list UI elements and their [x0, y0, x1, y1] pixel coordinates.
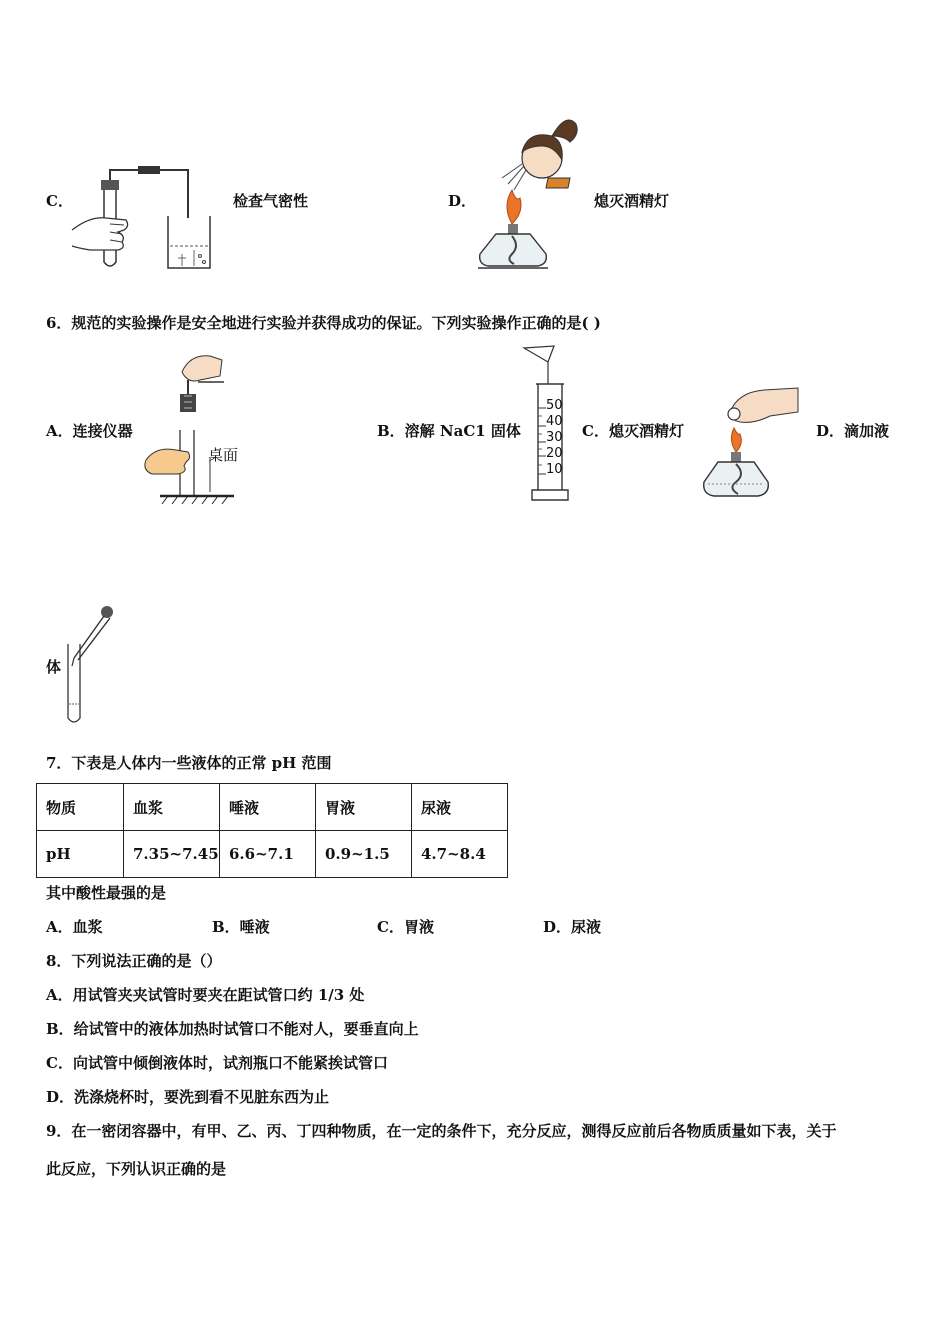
table-row: [37, 831, 508, 878]
q9-stem-line1: 9．在一密闭容器中，有甲、乙、丙、丁四种物质，在一定的条件下，充分反应，测得反应前后各物质质量如下表，关于: [46, 1122, 837, 1140]
table-cell: 7.35~7.45: [124, 831, 220, 878]
q8-option-c: C．向试管中倾倒液体时，试剂瓶口不能紧挨试管口: [46, 1054, 388, 1072]
dropper-test-tube-illustration: [60, 600, 120, 730]
cylinder-tick-50: 50: [546, 398, 563, 413]
q5-option-c-caption: 检查气密性: [233, 192, 309, 210]
q6-option-d-continued: 体: [46, 658, 62, 676]
table-cell: 0.9~1.5: [316, 831, 412, 878]
table-header-cell: 胃液: [316, 784, 412, 831]
cylinder-tick-10: 10: [546, 462, 563, 477]
q6-option-d: D．滴加液: [816, 422, 890, 440]
q6-option-b: B．溶解 NaC1 固体: [377, 422, 521, 440]
q5-option-d-letter: D．: [448, 192, 477, 210]
table-header-cell: 唾液: [220, 784, 316, 831]
table-header-cell: 尿液: [412, 784, 508, 831]
q7-option-a: A．血浆: [46, 918, 103, 936]
blowing-out-lamp-illustration: [472, 106, 592, 271]
q6-option-c: C．熄灭酒精灯: [582, 422, 684, 440]
table-header-row: [37, 784, 508, 831]
q7-stem: 7．下表是人体内一些液体的正常 pH 范围: [46, 754, 332, 772]
q8-option-a: A．用试管夹夹试管时要夹在距试管口约 1/3 处: [46, 986, 365, 1004]
q5-option-c-letter: C．: [46, 192, 73, 210]
q6-stem: 6．规范的实验操作是安全地进行实验并获得成功的保证。下列实验操作正确的是( ): [46, 314, 601, 332]
table-cell: pH: [37, 831, 124, 878]
table-cell: 6.6~7.1: [220, 831, 316, 878]
airtightness-check-illustration: [70, 158, 220, 273]
table-cell: 4.7~8.4: [412, 831, 508, 878]
q7-option-c: C．胃液: [377, 918, 434, 936]
table-header-cell: 血浆: [124, 784, 220, 831]
q9-stem-line2: 此反应，下列认识正确的是: [46, 1160, 227, 1178]
q8-option-d: D．洗涤烧杯时，要洗到看不见脏东西为止: [46, 1088, 330, 1106]
cylinder-tick-30: 30: [546, 430, 563, 445]
table-surface-label: 桌面: [208, 446, 239, 464]
q7-option-b: B．唾液: [212, 918, 270, 936]
table-header-cell: 物质: [37, 784, 124, 831]
q8-option-b: B．给试管中的液体加热时试管口不能对人，要垂直向上: [46, 1020, 419, 1038]
cylinder-tick-40: 40: [546, 414, 563, 429]
cylinder-tick-20: 20: [546, 446, 563, 461]
q5-option-d-caption: 熄灭酒精灯: [594, 192, 670, 210]
q7-option-d: D．尿液: [543, 918, 602, 936]
q7-question: 其中酸性最强的是: [46, 884, 167, 902]
ph-table: [36, 783, 508, 878]
q8-stem: 8．下列说法正确的是（）: [46, 952, 222, 970]
q6-option-a: A．连接仪器: [46, 422, 133, 440]
cap-lamp-illustration: [694, 384, 804, 504]
connect-apparatus-illustration: [138, 350, 238, 510]
